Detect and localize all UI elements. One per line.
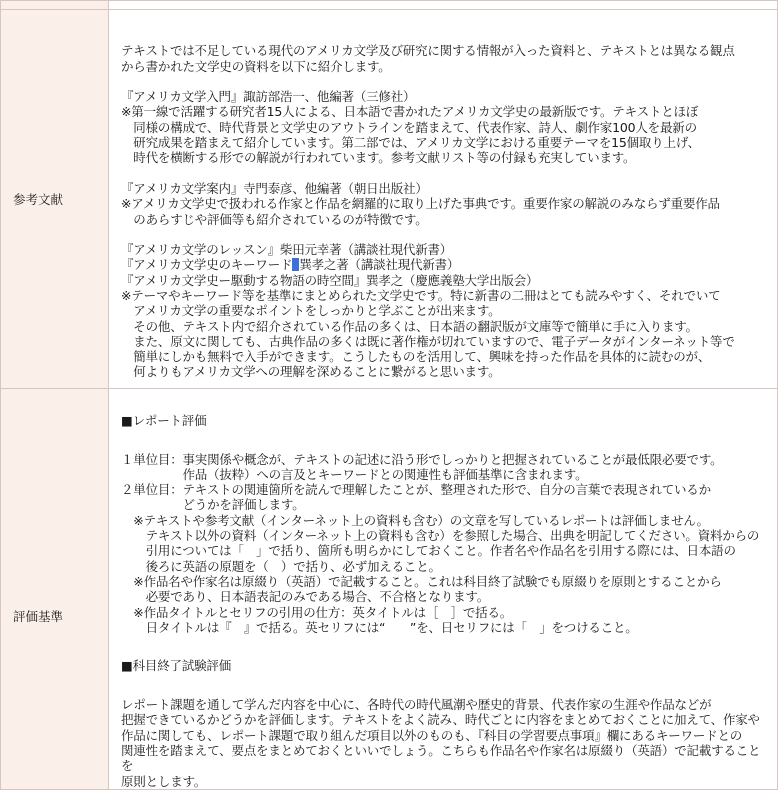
exam-criteria-line: 関連性を踏まえて、要点をまとめておくといいでしょう。こちらも作品名や作家名は原綴り（英語）で記載すること [121, 742, 761, 758]
book-note-line: ※第一線で活躍する研究者15人による、日本語で書かれたアメリカ文学史の最新版です。テキストとほぼ [121, 104, 699, 120]
book-note-line: また、原文に関しても、古典作品の多くは既に著作権が切れていますので、電子データがインターネット等で [121, 333, 735, 349]
report-criteria-line: ※作品タイトルとセリフの引用の仕方：英タイトルは［ ］で括る。 [121, 604, 513, 620]
report-criteria-line: ２単位目：テキストの関連箇所を読んで理解したことが、整理された形で、自分の言葉で表現されているか [121, 482, 711, 498]
book-note-line: 時代を横断する形での解説が行われています。参考文献リスト等の付録も充実しています。 [121, 150, 636, 166]
references-intro-line: テキストでは不足している現代のアメリカ文学及び研究に関する情報が入った資料と、テキストとは異なる観点 [121, 43, 735, 59]
book-note-line: ※アメリカ文学史で扱われる作家と作品を網羅的に取り上げた事典です。重要作家の解説のみならず重要作品 [121, 196, 720, 212]
references-content-cell [109, 10, 778, 389]
report-criteria-line: 必要であり、日本語表記のみである場合、不合格となります。 [121, 589, 490, 605]
exam-criteria-line: 作品に関しても、レポート課題で取り組んだ項目以外のものも、『科目の学習要点事項』欄にあるキーワードとの [121, 727, 743, 743]
references-label: 参考文献 [13, 192, 64, 207]
table-row-evaluation [1, 389, 778, 790]
book-title: 『アメリカ文学案内』寺門泰彦、他編著（朝日出版社） [121, 180, 428, 196]
report-criteria-line: 後ろに英語の原題を（ ）で括り、必ず加えること。 [121, 558, 441, 574]
table-row-previous [1, 1, 778, 10]
exam-criteria-line: レポート課題を通して学んだ内容を中心に、各時代の時代風潮や歴史的背景、代表作家の生涯や作品などが [121, 697, 712, 713]
report-criteria-line: ※テキストや参考文献（インターネット上の資料も含む）の文章を写しているレポートは評価しません。 [121, 512, 709, 528]
book-note-line: 簡単にしかも無料で入手ができます。こうしたものを活用して、興味を持った作品を具体的に読むのが、 [121, 349, 711, 365]
references-intro-line: から書かれた文学史の資料を以下に紹介します。 [121, 58, 391, 74]
report-criteria-line: 引用については「 」で括り、箇所も明らかにしておくこと。作者名や作品名を引用する際には、日本語の [121, 543, 736, 559]
report-criteria-line: 日タイトルは『 』で括る。英セリフには“ ”を、日セリフには「 」をつけること。 [121, 619, 638, 635]
book-title-part: 巽孝之著（講談社現代新書） [299, 257, 460, 273]
book-note-line: アメリカ文学の重要なポイントをしっかりと学ぶことが出来ます。 [121, 303, 501, 319]
evaluation-content-cell [109, 389, 778, 790]
exam-criteria-line: を [121, 758, 134, 774]
exam-evaluation-heading: ■科目終了試験評価 [121, 658, 232, 674]
evaluation-label: 評価基準 [13, 608, 64, 624]
references-content [109, 18, 777, 380]
exam-criteria-line: 把握できているかどうかを評価します。テキストをよく読み、時代ごとに内容をまとめておくことに加えて、作家や [121, 712, 760, 728]
report-criteria-line: どうかを評価します。 [121, 497, 305, 513]
content-cell-previous [109, 1, 778, 10]
book-note-line: 何よりもアメリカ文学への理解を深めることに繋がると思います。 [121, 364, 501, 380]
book-note-line: ※テーマやキーワード等を基準にまとめられた文学史です。特に新書の二冊はとても読みやすく、それでいて [121, 287, 721, 303]
report-criteria-line: １単位目：事実関係や概念が、テキストの記述に沿う形でしっかりと把握されていることが最低限必要です。 [121, 451, 723, 467]
report-criteria-line: ※作品名や作家名は原綴り（英語）で記載すること。これは科目終了試験でも原綴りを原則とすることから [121, 573, 722, 589]
report-criteria-line: 作品（抜粋）への言及とキーワードとの関連性も評価基準に含まれます。 [121, 466, 588, 482]
book-note-line: 同様の構成で、時代背景と文学史のアウトラインを踏まえて、代表作家、詩人、劇作家100人を最新の [121, 119, 697, 135]
table-row-references [1, 10, 778, 389]
report-evaluation-heading: ■レポート評価 [121, 413, 207, 428]
exam-criteria-line: 原則とします。 [121, 773, 207, 789]
book-note-line: その他、テキスト内で紹介されている作品の多くは、日本語の翻訳版が文庫等で簡単に手に入ります。 [121, 318, 698, 334]
book-note-line: のあらすじや評価等も紹介されているのが特徴です。 [121, 211, 428, 227]
label-cell-previous [1, 1, 109, 10]
book-title-with-selection[interactable] [121, 257, 769, 272]
evaluation-label-cell [1, 389, 109, 790]
report-criteria-line: テキスト以外の資料（インターネット上の資料も含む）を参照した場合、出典を明記してください。資料からの [121, 528, 760, 544]
book-note-line: 研究成果を踏まえて紹介しています。第二部では、アメリカ文学における重要テーマを15個取り上げ、 [121, 135, 700, 151]
evaluation-content [109, 389, 777, 789]
book-title: 『アメリカ文学入門』諏訪部浩一、他編著（三修社） [121, 89, 416, 105]
book-title: 『アメリカ文学のレッスン』柴田元幸著（講談社現代新書） [121, 242, 453, 258]
references-label-cell [1, 10, 109, 389]
book-title: 『アメリカ文学史ー駆動する物語の時空間』巽孝之（慶應義塾大学出版会） [121, 272, 539, 288]
book-title-part: 『アメリカ文学史のキーワード [121, 257, 293, 273]
